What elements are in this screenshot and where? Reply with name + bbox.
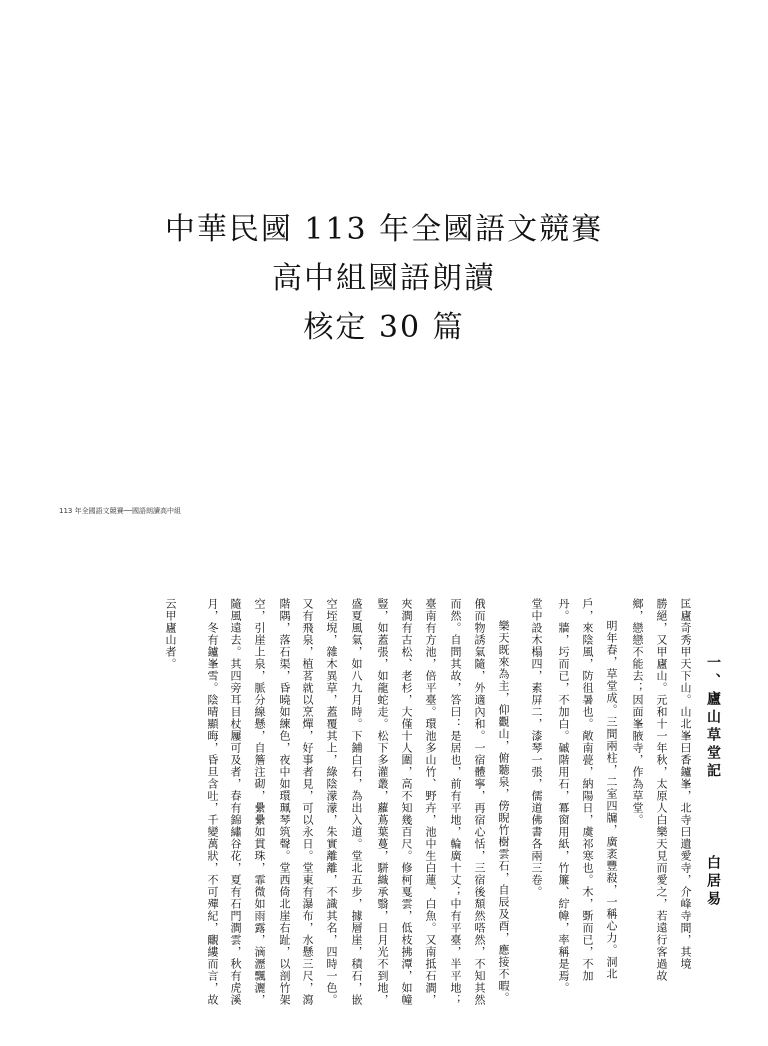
text-column: 堂中設木榻四，素屏二，漆琴一張，儒道佛書各兩三卷。 bbox=[530, 598, 543, 898]
text-column: 樂天既來為主，仰觀山，俯聽泉，傍睨竹樹雲石，自辰及酉，應接不暇。 bbox=[497, 620, 510, 1004]
article-heading: 一、廬山草堂記 bbox=[705, 655, 721, 781]
text-column: 云甲廬山者。 bbox=[164, 598, 177, 670]
text-column: 臺南有方池，倍平臺。環池多山竹、野卉，池中生白蓮、白魚。又南抵石澗， bbox=[424, 598, 437, 1006]
article-author: 白居易 bbox=[705, 855, 721, 909]
text-column: 戶，來陰風，防徂暑也。敞南甍，納陽日，虞祁寒也。木，斲而已，不加 bbox=[581, 598, 594, 982]
cover-title-count: 核定 30 篇 bbox=[303, 310, 465, 345]
text-column: 空，引崖上泉，脈分線懸，自簷注砌，纍纍如貫珠，霏微如雨露，滴瀝飄灑， bbox=[253, 598, 266, 1006]
text-column: 俄而物誘氣隨，外適內和。一宿體寧，再宿心恬，三宿後頹然嗒然，不知其然 bbox=[473, 598, 486, 1006]
text-column: 而然。自問其故，答曰：是居也，前有平地，輪廣十丈；中有平臺，半平地； bbox=[449, 598, 462, 1006]
text-column: 隨風遠去。其四旁耳目杖屨可及者，春有錦繡谷花，夏有石門澗雲，秋有虎溪 bbox=[229, 598, 242, 1006]
text-column: 空垤堄，雜木異草，蓋覆其上，綠陰濛濛，朱實離離，不識其名，四時一色。 bbox=[325, 598, 338, 1006]
text-column: 明年春，草堂成。三間兩柱，二室四牖，廣袤豐殺，一稱心力。洞北 bbox=[605, 620, 618, 980]
text-column: 又有飛泉，植茗就以烹燀，好事者見，可以永日。堂東有瀑布，水懸三尺，瀉 bbox=[301, 598, 314, 1006]
text-column: 豎，如蓋張，如龍蛇走。松下多灌叢，蘿蔦葉蔓，駢織承翳，日月光不到地， bbox=[376, 598, 389, 1006]
running-header: 113 年全國語文競賽──國語朗讀高中組 bbox=[59, 507, 182, 515]
cover-title-competition: 中華民國 113 年全國語文競賽 bbox=[164, 212, 604, 247]
text-column: 夾澗有古松、老杉，大僅十人圍，高不知幾百尺。修柯戛雲，低枝拂潭，如幢 bbox=[400, 598, 413, 1006]
text-column: 月，冬有鑪峯雪。陰晴顯晦，昏旦含吐，千變萬狀，不可殫紀，覼縷而言，故 bbox=[206, 598, 219, 1006]
text-column: 盛夏風氣，如八九月時。下鋪白石，為出入道。堂北五步，據層崖，積石，嵌 bbox=[350, 598, 363, 1006]
text-column: 階隅，落石渠，昏曉如練色，夜中如環珮琴筑聲。堂西倚北崖右趾，以剖竹架 bbox=[278, 598, 291, 1006]
text-column: 匡廬奇秀甲天下山。山北峯曰香鑪峯，北寺曰遺愛寺，介峰寺間，其境 bbox=[679, 598, 692, 970]
text-column: 鄉，戀戀不能去；因面峯腋寺，作為草堂。 bbox=[631, 598, 644, 826]
text-column: 丹。牆，圬而已，不加白。磩階用石，冪窗用紙，竹簾、紵幃，率稱是焉。 bbox=[557, 598, 570, 994]
text-column: 勝絕，又甲廬山。元和十一年秋，太原人白樂天見而愛之，若遠行客過故 bbox=[655, 598, 668, 982]
cover-title-category: 高中組國語朗讀 bbox=[272, 261, 496, 296]
